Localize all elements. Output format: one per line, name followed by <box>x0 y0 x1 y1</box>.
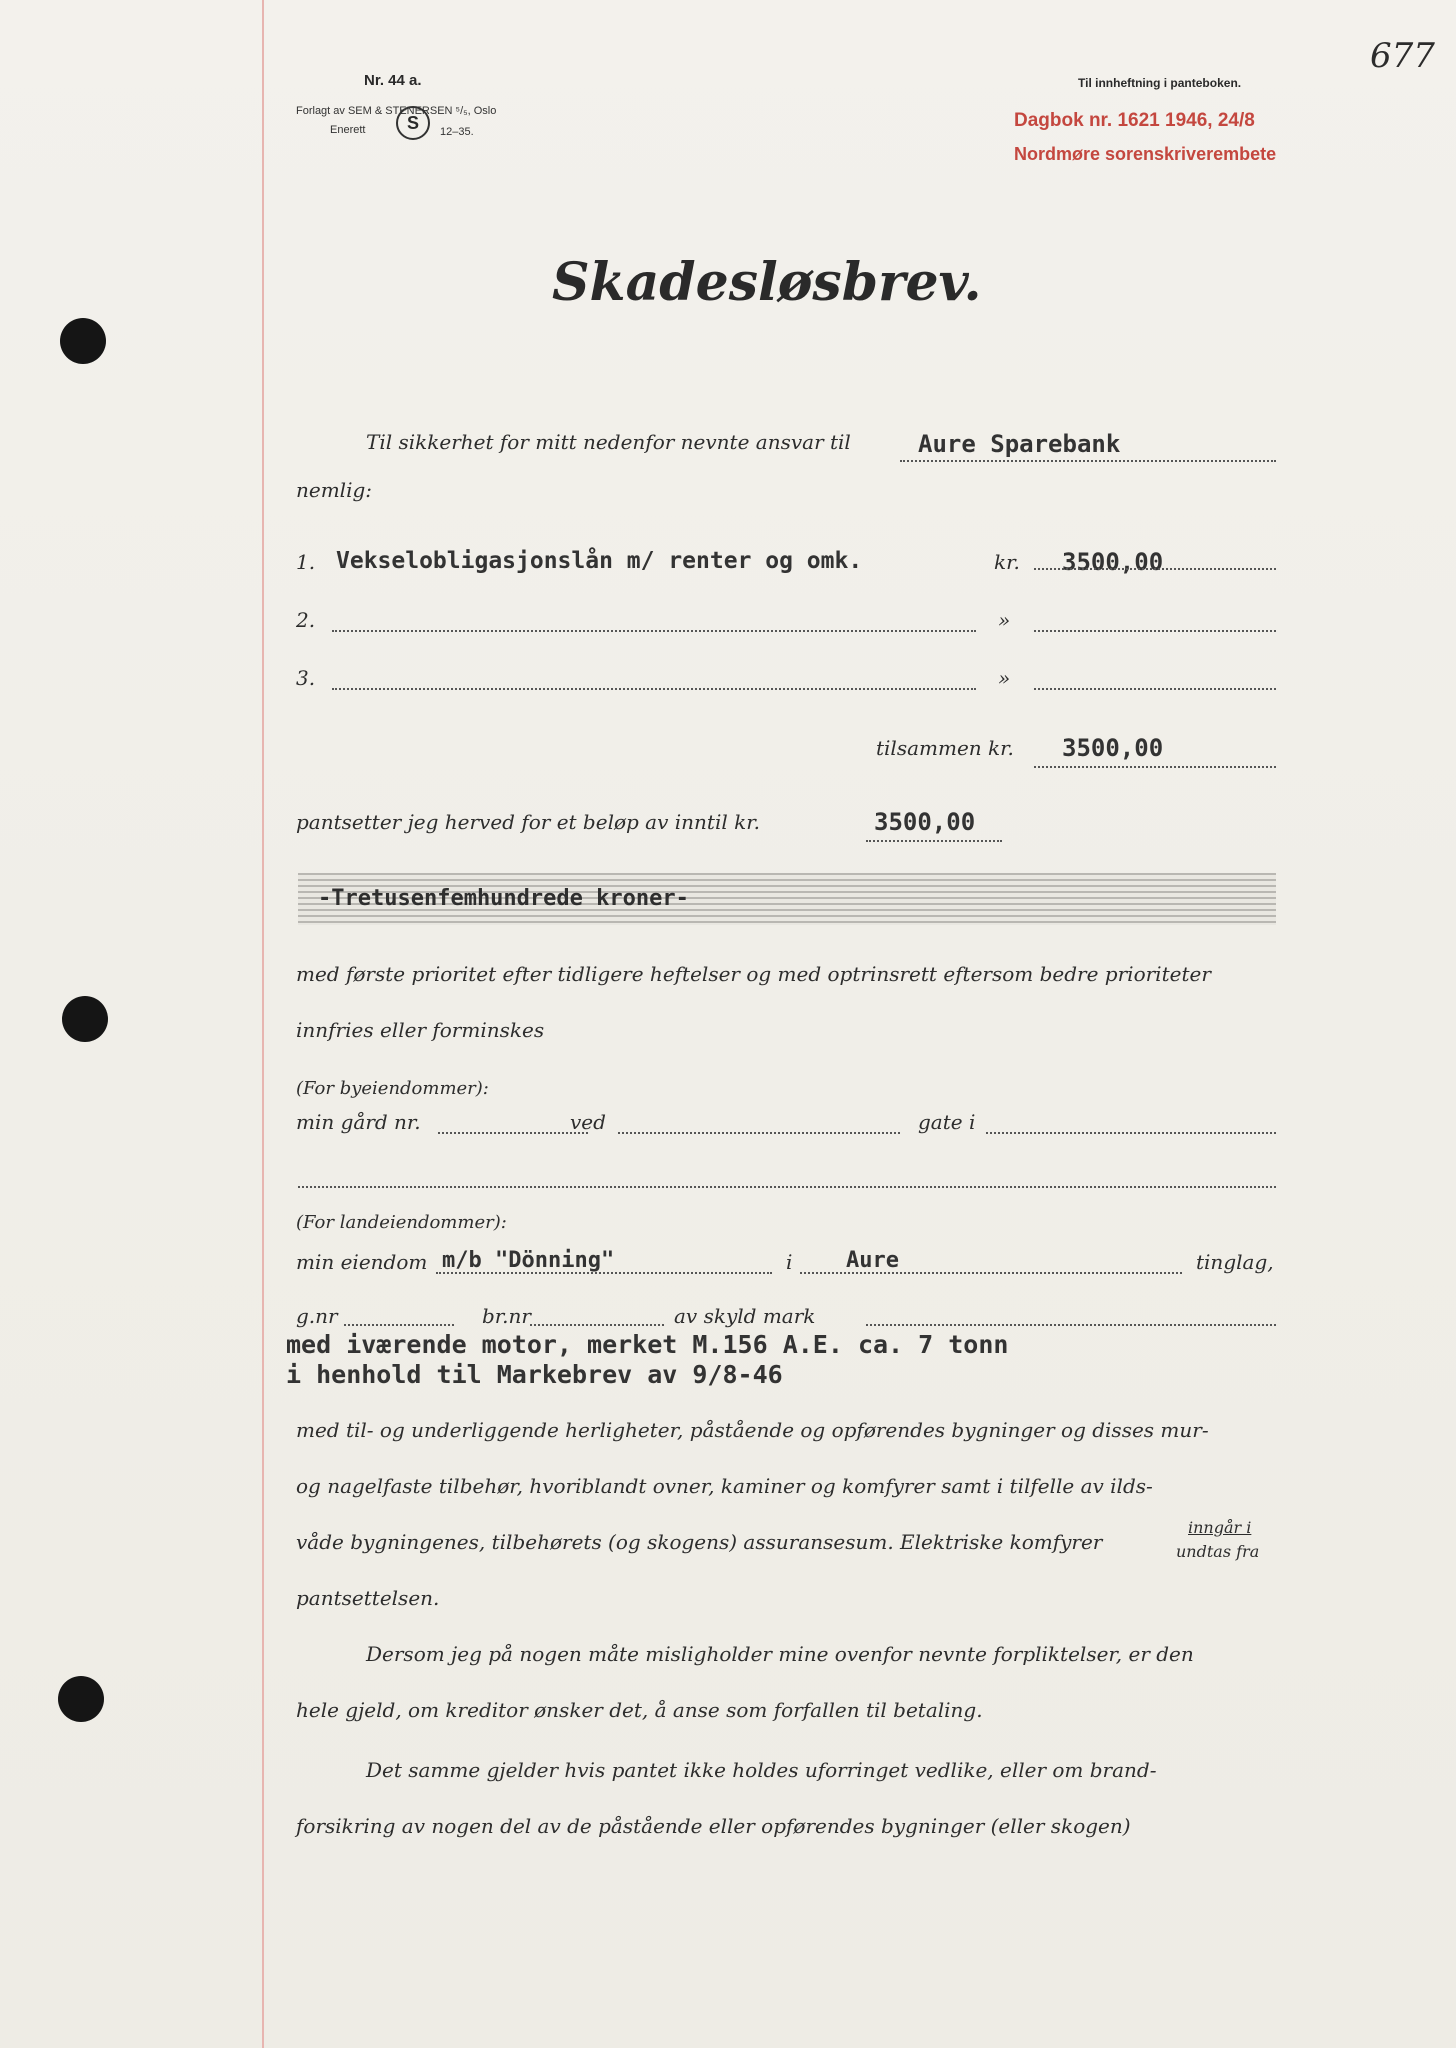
item-number: 3. <box>296 666 316 690</box>
option-inngar: inngår i <box>1188 1518 1252 1537</box>
publisher-logo: S <box>396 106 430 140</box>
body-text: Dersom jeg på nogen måte misligholder mine ovenfor nevnte forpliktelser, er den <box>366 1642 1194 1666</box>
city-gate-label: gate i <box>918 1110 976 1134</box>
item-amount-line <box>1034 688 1276 690</box>
brnr-line <box>530 1324 664 1326</box>
body-text: og nagelfaste tilbehør, hvoriblandt ovner, kaminer og komfyrer samt i tilfelle av ilds- <box>296 1474 1153 1498</box>
option-undtas: undtas fra <box>1176 1542 1260 1561</box>
margin-line <box>262 0 264 2048</box>
body-text: våde bygningenes, tilbehørets (og skogens) assuransesum. Elektriske komfyrer <box>296 1530 1103 1554</box>
item-amount: 3500,00 <box>1062 548 1164 576</box>
rural-i-label: i <box>786 1250 793 1274</box>
item-amount-line <box>1034 568 1276 570</box>
journal-stamp: Dagbok nr. 1621 1946, 24/8 <box>1014 110 1255 131</box>
print-note: Til innheftning i panteboken. <box>1078 76 1242 90</box>
intro-text: Til sikkerhet for mitt nedenfor nevnte ansvar til <box>366 430 851 454</box>
binder-hole <box>58 1676 104 1722</box>
item-description: Vekselobligasjonslån m/ renter og omk. <box>336 548 863 574</box>
page-number: 677 <box>1370 36 1435 76</box>
office-stamp: Nordmøre sorenskriverembete <box>1014 144 1277 164</box>
body-text: hele gjeld, om kreditor ønsker det, å anse som forfallen til betaling. <box>296 1698 983 1722</box>
city-ved-label: ved <box>570 1110 606 1134</box>
total-line <box>1034 766 1276 768</box>
item-kr-label: » <box>998 608 1011 632</box>
total-label: tilsammen kr. <box>876 736 1014 760</box>
city-ved-line <box>618 1132 900 1134</box>
brnr-label: br.nr <box>482 1304 531 1328</box>
city-property-label: (For byeiendommer): <box>296 1078 489 1099</box>
tinglag-label: tinglag, <box>1196 1250 1274 1274</box>
form-number: Nr. 44 a. <box>364 72 422 89</box>
binder-hole <box>60 318 106 364</box>
form-date: 12–35. <box>440 126 474 138</box>
rural-property-line <box>436 1272 772 1274</box>
creditor-name: Aure Sparebank <box>918 430 1121 458</box>
item-description-line <box>332 630 976 632</box>
item-description-line <box>332 688 976 690</box>
skyld-line <box>866 1324 1276 1326</box>
nemlig-label: nemlig: <box>296 478 373 502</box>
priority-text: med første prioritet efter tidligere heftelser og med optrinsrett eftersom bedre prioriteter <box>296 962 1211 986</box>
pledge-amount: 3500,00 <box>874 808 976 836</box>
item-number: 2. <box>296 608 316 632</box>
item-number: 1. <box>296 550 316 574</box>
item-kr-label: » <box>998 666 1011 690</box>
rural-place: Aure <box>846 1248 899 1273</box>
pledge-line <box>866 840 1002 842</box>
body-text: med til- og underliggende herligheter, påstående og opførendes bygninger og disses mur- <box>296 1418 1209 1442</box>
typed-motor-line: med iværende motor, merket M.156 A.E. ca. 7 tonn <box>286 1330 1009 1359</box>
typed-reference-line: i henhold til Markebrev av 9/8-46 <box>286 1360 783 1389</box>
city-gard-label: min gård nr. <box>296 1110 421 1134</box>
item-kr-label: kr. <box>994 550 1020 574</box>
publisher-enerett: Enerett <box>330 124 366 136</box>
rural-place-line <box>800 1272 1182 1274</box>
item-amount-line <box>1034 630 1276 632</box>
city-gate-line <box>986 1132 1276 1134</box>
priority-text: innfries eller forminskes <box>296 1018 545 1042</box>
gnr-line <box>344 1324 454 1326</box>
rural-property-name: m/b "Dönning" <box>442 1248 615 1273</box>
skyld-label: av skyld mark <box>674 1304 816 1328</box>
body-text: Det samme gjelder hvis pantet ikke holdes uforringet vedlike, eller om brand- <box>366 1758 1157 1782</box>
publisher-line: Forlagt av SEM & STENERSEN ⁵/₅, Oslo <box>296 105 497 117</box>
rural-eiendom-label: min eiendom <box>296 1250 428 1274</box>
rural-property-label: (For landeiendommer): <box>296 1212 507 1233</box>
body-text: pantsettelsen. <box>296 1586 440 1610</box>
total-amount: 3500,00 <box>1062 734 1164 762</box>
binder-hole <box>62 996 108 1042</box>
gnr-label: g.nr <box>296 1304 338 1328</box>
city-gard-line <box>438 1132 588 1134</box>
amount-in-words: -Tretusenfemhundrede kroner- <box>318 886 689 911</box>
body-text: forsikring av nogen del av de påstående eller opførendes bygninger (eller skogen) <box>296 1814 1131 1838</box>
document-title: Skadesløsbrev. <box>552 252 982 313</box>
pledge-text: pantsetter jeg herved for et beløp av inntil kr. <box>296 810 760 834</box>
creditor-line <box>900 460 1276 462</box>
city-extra-line <box>298 1186 1276 1188</box>
